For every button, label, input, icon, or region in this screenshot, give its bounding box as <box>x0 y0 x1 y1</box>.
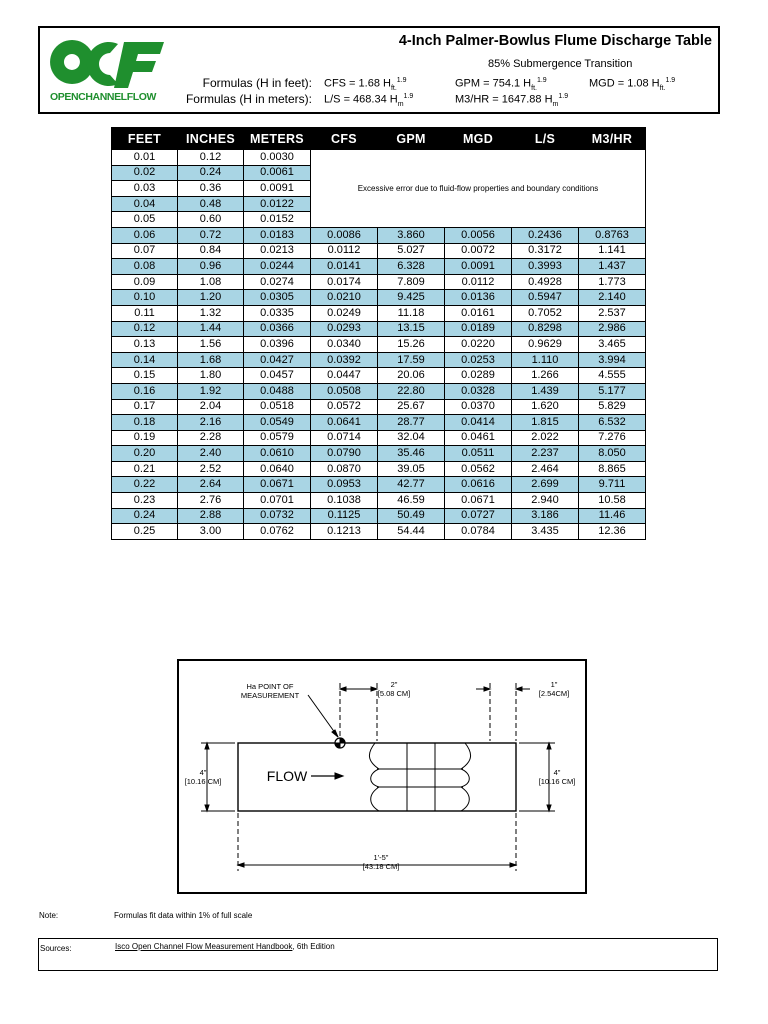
table-cell: 0.0293 <box>311 321 378 337</box>
table-cell: 0.10 <box>112 290 178 306</box>
note-label: Note: <box>39 911 59 920</box>
table-cell: 0.06 <box>112 227 178 243</box>
table-cell: 0.0641 <box>311 415 378 431</box>
table-cell: 0.04 <box>112 196 178 212</box>
table-cell: 0.0220 <box>445 337 512 353</box>
table-cell: 2.64 <box>178 477 244 493</box>
table-cell: 0.0370 <box>445 399 512 415</box>
table-row <box>112 227 646 243</box>
table-cell: 0.07 <box>112 243 178 259</box>
mgd-formula: MGD = 1.08 $H_{ft.}^{1.9}$ <box>589 77 676 92</box>
table-cell: 10.58 <box>579 493 646 509</box>
table-cell: 0.0112 <box>311 243 378 259</box>
table-cell: 0.0396 <box>244 337 311 353</box>
table-cell: 0.0244 <box>244 259 311 275</box>
table-cell: 1.32 <box>178 305 244 321</box>
table-cell: 0.17 <box>112 399 178 415</box>
dim-4in-right-label: 4" [10.16 CM] <box>538 768 576 786</box>
table-cell: 0.0457 <box>244 368 311 384</box>
table-cell: 0.0141 <box>311 259 378 275</box>
table-cell: 2.88 <box>178 508 244 524</box>
table-cell: 20.06 <box>378 368 445 384</box>
table-cell: 1.439 <box>512 383 579 399</box>
table-cell: 54.44 <box>378 524 445 540</box>
table-cell: 5.829 <box>579 399 646 415</box>
table-cell: 1.68 <box>178 352 244 368</box>
table-cell: 0.0508 <box>311 383 378 399</box>
note-text: Formulas fit data within 1% of full scale <box>114 911 253 920</box>
table-cell: 15.26 <box>378 337 445 353</box>
table-cell: 0.8763 <box>579 227 646 243</box>
table-cell: 12.36 <box>579 524 646 540</box>
table-cell: 9.425 <box>378 290 445 306</box>
table-cell: 0.2436 <box>512 227 579 243</box>
table-row <box>112 415 646 431</box>
table-row <box>112 352 646 368</box>
table-cell: 0.0671 <box>244 477 311 493</box>
table-cell: 0.0030 <box>244 150 311 166</box>
table-cell: 0.14 <box>112 352 178 368</box>
table-cell: 0.5947 <box>512 290 579 306</box>
table-cell: 0.0340 <box>311 337 378 353</box>
table-cell: 0.0616 <box>445 477 512 493</box>
table-cell: 0.0447 <box>311 368 378 384</box>
table-cell: 1.80 <box>178 368 244 384</box>
col-header-gpm: GPM <box>378 128 445 150</box>
table-cell: 0.0714 <box>311 430 378 446</box>
table-cell: 0.0274 <box>244 274 311 290</box>
table-row <box>112 368 646 384</box>
dim-1in-label: 1" [2.54CM] <box>538 680 570 698</box>
table-body <box>112 150 646 540</box>
table-cell: 0.19 <box>112 430 178 446</box>
table-cell: 2.76 <box>178 493 244 509</box>
table-cell: 6.532 <box>579 415 646 431</box>
gpm-formula: GPM = 754.1 $H_{ft.}^{1.9}$ <box>455 77 547 92</box>
table-cell: 11.18 <box>378 305 445 321</box>
table-cell: 0.0870 <box>311 461 378 477</box>
table-cell: 2.16 <box>178 415 244 431</box>
header-box <box>38 26 720 114</box>
page-title: 4-Inch Palmer-Bowlus Flume Discharge Table <box>398 33 712 49</box>
table-cell: 0.24 <box>112 508 178 524</box>
col-header-ls: L/S <box>512 128 579 150</box>
ha-point-label: Ha POINT OF MEASUREMENT <box>240 682 300 700</box>
table-cell: 0.0732 <box>244 508 311 524</box>
table-cell: 0.0072 <box>445 243 512 259</box>
dim-length-label: 1'-5" [43.18 CM] <box>362 853 400 871</box>
table-cell: 0.0366 <box>244 321 311 337</box>
table-row <box>112 383 646 399</box>
m3hr-formula: M3/HR = 1647.88 $H_m^{1.9}$ <box>455 93 569 108</box>
table-cell: 42.77 <box>378 477 445 493</box>
table-cell: 2.464 <box>512 461 579 477</box>
ls-formula: L/S = 468.34 $H_m^{1.9}$ <box>324 93 414 108</box>
table-cell: 0.12 <box>112 321 178 337</box>
table-cell: 3.186 <box>512 508 579 524</box>
table-cell: 0.0671 <box>445 493 512 509</box>
table-cell: 1.08 <box>178 274 244 290</box>
cfs-formula: CFS = 1.68 $H_{ft.}^{1.9}$ <box>324 77 407 92</box>
table-cell: 0.0953 <box>311 477 378 493</box>
table-cell: 1.44 <box>178 321 244 337</box>
table-cell: 3.00 <box>178 524 244 540</box>
table-cell: 2.537 <box>579 305 646 321</box>
table-cell: 0.0488 <box>244 383 311 399</box>
table-cell: 0.0112 <box>445 274 512 290</box>
table-cell: 5.177 <box>579 383 646 399</box>
sources-label: Sources: <box>40 944 72 953</box>
table-row <box>112 259 646 275</box>
table-row <box>112 337 646 353</box>
table-row <box>112 430 646 446</box>
table-cell: 0.25 <box>112 524 178 540</box>
table-cell: 0.09 <box>112 274 178 290</box>
col-header-inches: INCHES <box>178 128 244 150</box>
table-cell: 0.9629 <box>512 337 579 353</box>
table-cell: 0.0790 <box>311 446 378 462</box>
table-cell: 0.0701 <box>244 493 311 509</box>
table-cell: 0.0727 <box>445 508 512 524</box>
table-cell: 0.0572 <box>311 399 378 415</box>
table-cell: 0.36 <box>178 181 244 197</box>
table-row <box>112 274 646 290</box>
table-cell: 0.0091 <box>445 259 512 275</box>
table-cell: 0.0091 <box>244 181 311 197</box>
table-row <box>112 399 646 415</box>
table-cell: 2.40 <box>178 446 244 462</box>
table-cell: 0.11 <box>112 305 178 321</box>
table-row <box>112 493 646 509</box>
flume-diagram <box>177 659 587 894</box>
table-cell: 1.620 <box>512 399 579 415</box>
table-cell: 46.59 <box>378 493 445 509</box>
table-cell: 2.699 <box>512 477 579 493</box>
table-cell: 0.01 <box>112 150 178 166</box>
table-cell: 0.0152 <box>244 212 311 228</box>
sources-book-link[interactable]: Isco Open Channel Flow Measurement Handbook <box>115 942 293 951</box>
col-header-mgd: MGD <box>445 128 512 150</box>
table-cell: 0.0213 <box>244 243 311 259</box>
table-cell: 0.0210 <box>311 290 378 306</box>
table-cell: 13.15 <box>378 321 445 337</box>
table-row <box>112 508 646 524</box>
table-cell: 3.860 <box>378 227 445 243</box>
table-cell: 2.28 <box>178 430 244 446</box>
table-cell: 7.809 <box>378 274 445 290</box>
table-cell: 50.49 <box>378 508 445 524</box>
table-cell: 0.0562 <box>445 461 512 477</box>
table-row <box>112 446 646 462</box>
table-row <box>112 243 646 259</box>
table-row <box>112 321 646 337</box>
table-cell: 2.04 <box>178 399 244 415</box>
table-cell: 0.0784 <box>445 524 512 540</box>
table-cell: 6.328 <box>378 259 445 275</box>
table-cell: 0.0136 <box>445 290 512 306</box>
table-cell: 0.7052 <box>512 305 579 321</box>
table-cell: 0.0518 <box>244 399 311 415</box>
table-cell: 5.027 <box>378 243 445 259</box>
page-subtitle: 85% Submergence Transition <box>488 58 633 70</box>
table-cell: 35.46 <box>378 446 445 462</box>
table-cell: 2.140 <box>579 290 646 306</box>
table-cell: 0.13 <box>112 337 178 353</box>
table-cell: 0.08 <box>112 259 178 275</box>
table-cell: 1.437 <box>579 259 646 275</box>
table-cell: 0.12 <box>178 150 244 166</box>
table-row <box>112 524 646 540</box>
table-cell: 2.237 <box>512 446 579 462</box>
flow-label: FLOW <box>266 768 308 784</box>
logo-wordmark: OPENCHANNELFLOW <box>50 91 156 103</box>
table-cell: 2.022 <box>512 430 579 446</box>
table-cell: 0.0061 <box>244 165 311 181</box>
table-cell: 0.0335 <box>244 305 311 321</box>
table-cell: 2.940 <box>512 493 579 509</box>
table-cell: 1.815 <box>512 415 579 431</box>
table-cell: 7.276 <box>579 430 646 446</box>
dim-2in-label: 2" [5.08 CM] <box>377 680 411 698</box>
table-cell: 2.986 <box>579 321 646 337</box>
dim-4in-left-label: 4" [10.16 CM] <box>184 768 222 786</box>
table-cell: 0.15 <box>112 368 178 384</box>
discharge-table <box>111 127 646 540</box>
table-cell: 9.711 <box>579 477 646 493</box>
table-cell: 2.52 <box>178 461 244 477</box>
table-cell: 0.03 <box>112 181 178 197</box>
col-header-cfs: CFS <box>311 128 378 150</box>
col-header-feet: FEET <box>112 128 178 150</box>
table-cell: 28.77 <box>378 415 445 431</box>
table-cell: 25.67 <box>378 399 445 415</box>
table-cell: 4.555 <box>579 368 646 384</box>
table-cell: 11.46 <box>579 508 646 524</box>
table-cell: 39.05 <box>378 461 445 477</box>
table-cell: 0.0427 <box>244 352 311 368</box>
sources-text: Isco Open Channel Flow Measurement Handbook, 6th Edition <box>115 942 335 951</box>
table-cell: 0.21 <box>112 461 178 477</box>
table-cell: 0.20 <box>112 446 178 462</box>
table-row <box>112 305 646 321</box>
table-cell: 1.110 <box>512 352 579 368</box>
formulas-meters-label: Formulas (H in meters): <box>185 92 312 106</box>
table-cell: 0.0249 <box>311 305 378 321</box>
table-cell: 0.23 <box>112 493 178 509</box>
table-cell: 0.48 <box>178 196 244 212</box>
table-cell: 0.84 <box>178 243 244 259</box>
table-cell: 0.0579 <box>244 430 311 446</box>
table-cell: 8.865 <box>579 461 646 477</box>
table-cell: 0.3993 <box>512 259 579 275</box>
table-cell: 0.0392 <box>311 352 378 368</box>
table-cell: 1.773 <box>579 274 646 290</box>
table-cell: 3.465 <box>579 337 646 353</box>
table-cell: 3.994 <box>579 352 646 368</box>
table-header-row <box>112 128 646 150</box>
table-cell: 0.0289 <box>445 368 512 384</box>
table-cell: 0.0549 <box>244 415 311 431</box>
table-cell: 1.266 <box>512 368 579 384</box>
table-cell: 0.22 <box>112 477 178 493</box>
table-row <box>112 290 646 306</box>
table-cell: 0.0086 <box>311 227 378 243</box>
table-cell: 0.0461 <box>445 430 512 446</box>
table-cell: 0.0183 <box>244 227 311 243</box>
table-cell: 0.18 <box>112 415 178 431</box>
table-cell: 32.04 <box>378 430 445 446</box>
table-cell: 0.1038 <box>311 493 378 509</box>
table-cell: 0.0762 <box>244 524 311 540</box>
table-cell: 0.05 <box>112 212 178 228</box>
table-cell: 0.1125 <box>311 508 378 524</box>
table-cell: 3.435 <box>512 524 579 540</box>
table-cell: 1.20 <box>178 290 244 306</box>
table-cell: 22.80 <box>378 383 445 399</box>
table-cell: 0.0161 <box>445 305 512 321</box>
table-cell: 0.0253 <box>445 352 512 368</box>
table-cell: 0.0414 <box>445 415 512 431</box>
table-cell: 0.0056 <box>445 227 512 243</box>
table-cell: 0.96 <box>178 259 244 275</box>
table-row <box>112 477 646 493</box>
table-cell: 8.050 <box>579 446 646 462</box>
table-cell: 0.60 <box>178 212 244 228</box>
table-cell: 0.8298 <box>512 321 579 337</box>
table-cell: 0.3172 <box>512 243 579 259</box>
table-cell: 0.16 <box>112 383 178 399</box>
table-cell: 0.4928 <box>512 274 579 290</box>
table-cell: 0.0610 <box>244 446 311 462</box>
table-cell: 0.24 <box>178 165 244 181</box>
table-cell: 0.72 <box>178 227 244 243</box>
col-header-m3hr: M3/HR <box>579 128 646 150</box>
table-cell: 0.0174 <box>311 274 378 290</box>
table-cell: 0.0328 <box>445 383 512 399</box>
table-cell: 17.59 <box>378 352 445 368</box>
col-header-meters: METERS <box>244 128 311 150</box>
table-cell: 0.0511 <box>445 446 512 462</box>
table-cell: 1.56 <box>178 337 244 353</box>
formulas-feet-label: Formulas (H in feet): <box>202 76 312 90</box>
table-row <box>112 150 646 166</box>
table-cell: 0.0122 <box>244 196 311 212</box>
table-cell: 0.0305 <box>244 290 311 306</box>
table-cell: 0.1213 <box>311 524 378 540</box>
table-row <box>112 461 646 477</box>
error-message-cell: Excessive error due to fluid-flow properties and boundary conditions <box>311 150 646 228</box>
table-cell: 0.0640 <box>244 461 311 477</box>
sources-box <box>38 938 718 971</box>
table-cell: 0.0189 <box>445 321 512 337</box>
table-cell: 1.141 <box>579 243 646 259</box>
table-cell: 1.92 <box>178 383 244 399</box>
table-cell: 0.02 <box>112 165 178 181</box>
